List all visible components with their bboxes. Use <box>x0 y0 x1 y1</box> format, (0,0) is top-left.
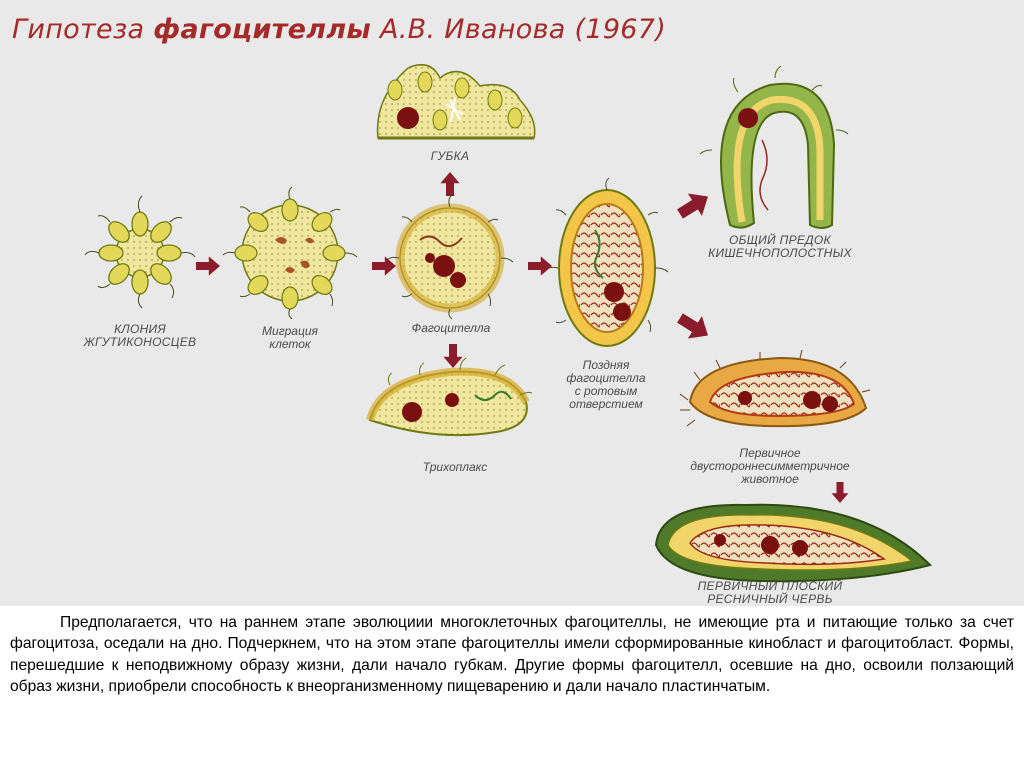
label-flatworm: ПЕРВИЧНЫЙ ПЛОСКИЙ РЕСНИЧНЫЙ ЧЕРВЬ <box>697 579 843 606</box>
arrow-late-to-bilateral <box>673 307 715 347</box>
title-emphasis: фагоцителлы <box>153 14 372 45</box>
migration-illustration <box>223 187 357 319</box>
phagocitella-illustration <box>387 195 513 319</box>
arrow-migration-to-phagocitella <box>372 256 396 275</box>
label-late-phagocitella: Поздняя фагоцителла с ротовым отверстием <box>566 358 646 411</box>
label-phagocitella: Фагоцителла <box>411 321 491 335</box>
arrow-late-to-ancestor <box>673 185 715 225</box>
description-text <box>10 612 1014 698</box>
label-migration: Миграция клеток <box>262 324 318 351</box>
flatworm-illustration <box>656 505 930 581</box>
coelenterate-ancestor-illustration <box>700 66 848 228</box>
label-coelenterate-ancestor: ОБЩИЙ ПРЕДОК КИШЕЧНОПОЛОСТНЫХ <box>708 233 852 260</box>
sponge-illustration <box>378 65 535 138</box>
label-colony: КЛОНИЯ ЖГУТИКОНОСЦЕВ <box>83 322 197 349</box>
title-prefix: Гипотеза <box>12 14 154 45</box>
title-suffix: А.В. Иванова (1967) <box>371 14 667 45</box>
label-bilateral-animal: Первичное двустороннесимметричное животное <box>690 446 850 486</box>
arrow-phagocitella-to-trichoplax <box>443 344 462 368</box>
late-phagocitella-illustration <box>546 178 668 346</box>
arrow-phagocitella-to-late <box>528 256 552 275</box>
arrow-colony-to-migration <box>196 256 220 275</box>
label-sponge: ГУБКА <box>430 149 470 163</box>
arrow-phagocitella-to-sponge <box>440 172 459 196</box>
bilateral-animal-illustration <box>680 350 870 426</box>
trichoplax-illustration <box>370 358 532 435</box>
colony-illustration <box>85 196 195 308</box>
label-trichoplax: Трихоплакс <box>422 460 488 474</box>
description-body: Предполагается, что на раннем этапе эволюциии многоклеточных фагоцителлы, не имеющие рта и питающие только за счет фагоцитоза, оседали на дно. Подчеркнем, что на этом этапе фагоцителлы имели сформированные кинобласт и фагоцитобласт. Формы, перешедшие к неподвижному образу жизни, дали начало губкам. Другие формы фагоцителл, осевшие на дно, освоили ползающий образ жизни, приобрели способность к внеорганизменному пищеварению и дали начало пластинчатым. <box>10 614 1014 696</box>
